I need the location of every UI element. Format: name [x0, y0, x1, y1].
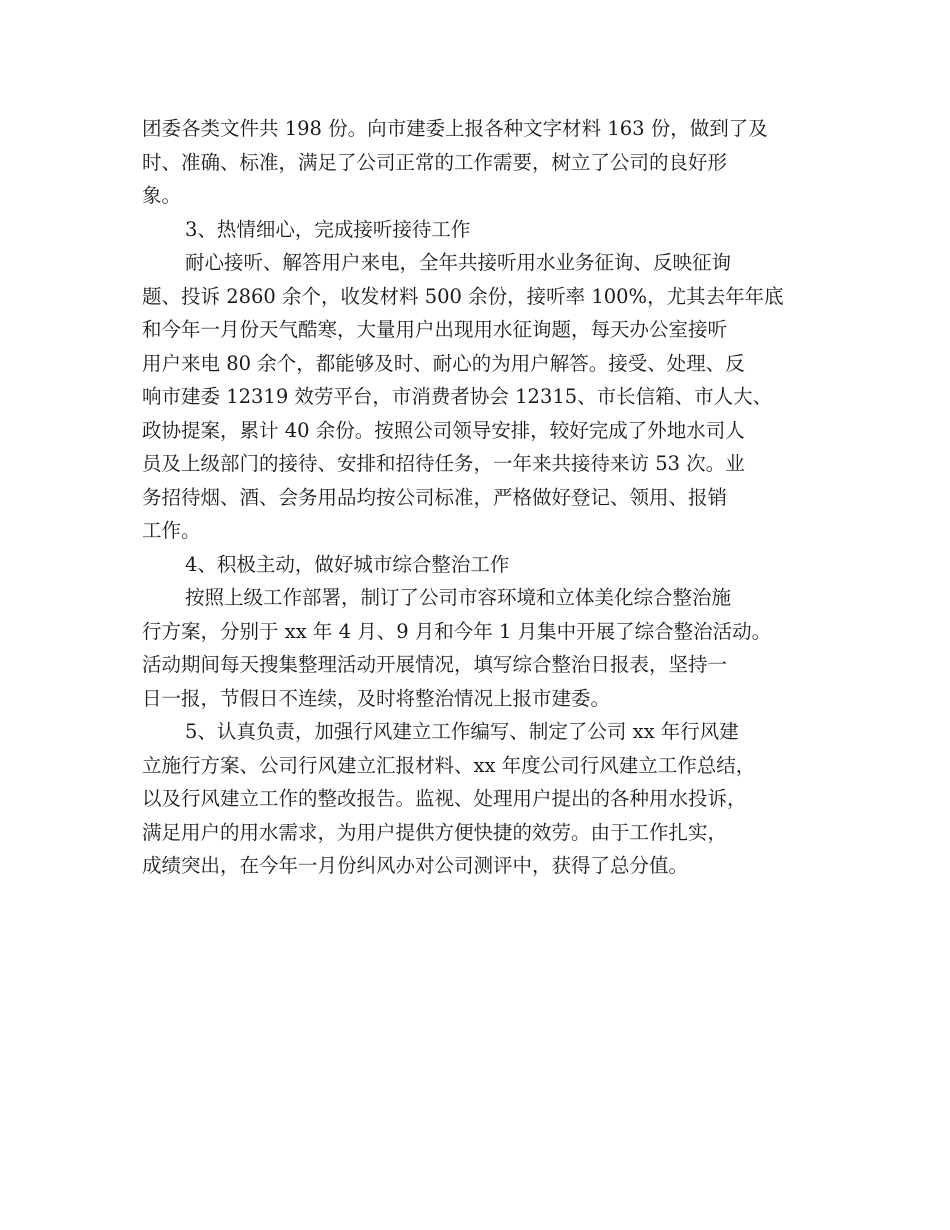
text-line: 工作。 — [142, 519, 201, 542]
text-line: 4、积极主动，做好城市综合整治工作 — [185, 552, 510, 576]
text-line: 响市建委 12319 效劳平台，市消费者协会 12315、市长信箱、市人大、 — [142, 385, 773, 408]
text-line: 题、投诉 2860 余个，收发材料 500 余份，接听率 100%，尤其去年年底 — [142, 284, 784, 308]
text-line: 象。 — [142, 184, 182, 207]
text-line: 5、认真负责，加强行风建立工作编写、制定了公司 xx 年行风建 — [185, 720, 739, 743]
text-line: 行方案，分别于 xx 年 4 月、9 月和今年 1 月集中开展了综合整治活动。 — [142, 619, 772, 643]
text-line: 立施行方案、公司行风建立汇报材料、xx 年度公司行风建立工作总结， — [142, 753, 756, 777]
text-line: 以及行风建立工作的整改报告。监视、处理用户提出的各种用水投诉， — [142, 787, 747, 810]
text-line: 和今年一月份天气酷寒，大量用户出现用水征询题，每天办公室接听 — [142, 318, 728, 341]
document-body — [142, 112, 822, 883]
text-line: 耐心接听、解答用户来电，全年共接听用水业务征询、反映征询 — [185, 251, 732, 274]
text-line: 满足用户的用水需求，为用户提供方便快捷的效劳。由于工作扎实， — [142, 820, 728, 844]
text-line: 用户来电 80 余个，都能够及时、耐心的为用户解答。接受、处理、反 — [142, 351, 745, 375]
text-line: 活动期间每天搜集整理活动开展情况，填写综合整治日报表，坚持一 — [142, 653, 728, 676]
text-line: 按照上级工作部署，制订了公司市容环境和立体美化综合整治施 — [185, 586, 732, 609]
text-line: 时、准确、标准，满足了公司正常的工作需要，树立了公司的良好形 — [142, 150, 728, 174]
text-line: 团委各类文件共 198 份。向市建委上报各种文字材料 163 份，做到了及 — [142, 117, 768, 140]
text-line: 员及上级部门的接待、安排和招待任务，一年来共接待来访 53 次。业 — [142, 452, 745, 475]
text-line: 务招待烟、酒、会务用品均按公司标准，严格做好登记、领用、报销 — [142, 485, 728, 509]
text-line: 日一报，节假日不连续，及时将整治情况上报市建委。 — [142, 686, 611, 710]
text-line: 3、热情细心，完成接听接待工作 — [185, 217, 471, 241]
text-line: 政协提案，累计 40 余份。按照公司领导安排，较好完成了外地水司人 — [142, 418, 745, 442]
text-line: 成绩突出，在今年一月份纠风办对公司测评中，获得了总分值。 — [142, 854, 689, 877]
